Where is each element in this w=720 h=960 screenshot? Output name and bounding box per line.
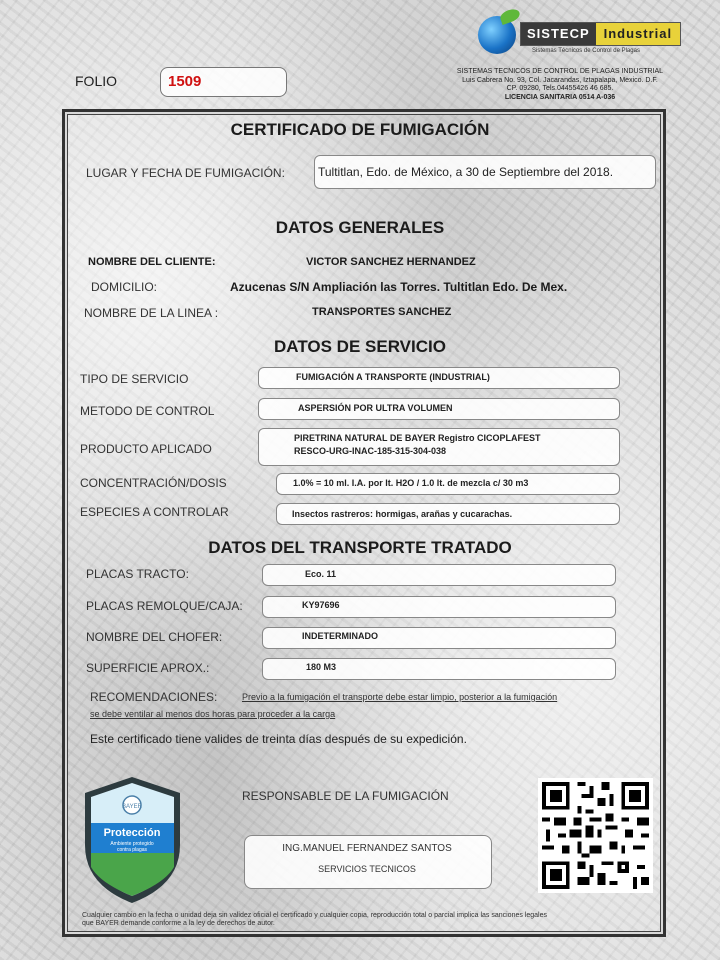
leaf-icon [499, 7, 522, 25]
control-method-label: METODO DE CONTROL [80, 404, 215, 418]
product-label: PRODUCTO APLICADO [80, 442, 212, 456]
badge-subtitle-2: contra plagas [116, 847, 148, 853]
disclaimer-line-1: Cualquier cambio en la fecha o unidad deja sin validez oficial el certificado y cualquier copia, reproducción total o parcial implica las sanciones legales [82, 912, 547, 919]
dose-value: 1.0% = 10 ml. I.A. por lt. H2O / 1.0 lt. de mezcla c/ 30 m3 [293, 478, 529, 488]
protection-badge [80, 775, 185, 905]
species-label: ESPECIES A CONTROLAR [80, 505, 229, 519]
control-method-value: ASPERSIÓN POR ULTRA VOLUMEN [298, 403, 453, 413]
badge-title: Protección [103, 827, 161, 839]
company-phone: CP. 09280, Tels.04455426 46 685. [506, 85, 614, 92]
product-registry: RESCO-URG-INAC-185-315-304-038 [294, 446, 447, 456]
folio-number: 1509 [168, 73, 202, 90]
surface-label: SUPERFICIE APROX.: [86, 661, 210, 675]
responsible-dept: SERVICIOS TECNICOS [318, 864, 416, 874]
trailer-plates-value: KY97696 [302, 600, 340, 610]
service-type-value: FUMIGACIÓN A TRANSPORTE (INDUSTRIAL) [296, 372, 490, 382]
product-value: PIRETRINA NATURAL DE BAYER Registro CICOPLAFEST [294, 433, 541, 443]
badge-brand: BAYER [122, 804, 142, 810]
service-type-label: TIPO DE SERVICIO [80, 372, 189, 386]
address-label: DOMICILIO: [91, 280, 158, 294]
line-value: TRANSPORTES SANCHEZ [312, 306, 452, 318]
responsible-title: RESPONSABLE DE LA FUMIGACIÓN [242, 789, 449, 803]
recommendations-text-1: Previo a la fumigación el transporte debe estar limpio, posterior a la fumigación [242, 692, 558, 702]
responsible-name: ING.MANUEL FERNANDEZ SANTOS [282, 843, 452, 854]
brand-suffix: Industrial [596, 23, 681, 45]
client-label: NOMBRE DEL CLIENTE: [88, 256, 216, 268]
recommendations-label: RECOMENDACIONES: [90, 690, 218, 704]
folio-label: FOLIO [75, 73, 118, 89]
dose-label: CONCENTRACIÓN/DOSIS [80, 476, 227, 490]
validity-text: Este certificado tiene valides de treinta días después de su expedición. [90, 732, 467, 746]
tractor-plates-value: Eco. 11 [305, 569, 337, 579]
company-info [410, 68, 710, 102]
place-date-value: Tultitlan, Edo. de México, a 30 de Septiembre del 2018. [318, 165, 614, 179]
tractor-plates-label: PLACAS TRACTO: [86, 567, 189, 581]
trailer-plates-label: PLACAS REMOLQUE/CAJA: [86, 599, 243, 613]
sanitary-license: LICENCIA SANITARIA 0514 A-036 [504, 93, 616, 101]
certificate-title: CERTIFICADO DE FUMIGACIÓN [230, 120, 490, 139]
badge-subtitle-1: Ambiente protegido [110, 841, 154, 847]
species-value: Insectos rastreros: hormigas, arañas y cucarachas. [292, 509, 513, 519]
disclaimer-line-2: que BAYER demande conforme a la ley de derechos de autor. [82, 920, 275, 927]
driver-value: INDETERMINADO [302, 631, 378, 641]
general-title: DATOS GENERALES [275, 218, 445, 237]
address-value: Azucenas S/N Ampliación las Torres. Tultitlan Edo. De Mex. [230, 280, 568, 294]
brand-box [520, 22, 681, 46]
company-address: Luis Cabrera No. 93, Col. Jacarandas, Iztapalapa, Mexico. D.F. [462, 76, 658, 84]
client-value: VICTOR SANCHEZ HERNANDEZ [306, 256, 476, 268]
transport-title: DATOS DEL TRANSPORTE TRATADO [208, 538, 512, 557]
driver-label: NOMBRE DEL CHOFER: [86, 630, 223, 644]
company-logo [470, 8, 715, 63]
brand-tagline: Sistemas Técnicos de Control de Plagas [532, 48, 640, 54]
qr-code [538, 778, 653, 893]
line-label: NOMBRE DE LA LINEA : [84, 306, 219, 320]
place-date-label: LUGAR Y FECHA DE FUMIGACIÓN: [86, 166, 285, 180]
company-name: SISTEMAS TECNICOS DE CONTROL DE PLAGAS INDUSTRIAL [456, 68, 664, 75]
service-title: DATOS DE SERVICIO [274, 337, 446, 356]
brand-name: SISTECP [521, 23, 596, 45]
recommendations-text-2: se debe ventilar al menos dos horas para proceder a la carga [90, 709, 336, 719]
surface-value: 180 M3 [306, 662, 337, 672]
